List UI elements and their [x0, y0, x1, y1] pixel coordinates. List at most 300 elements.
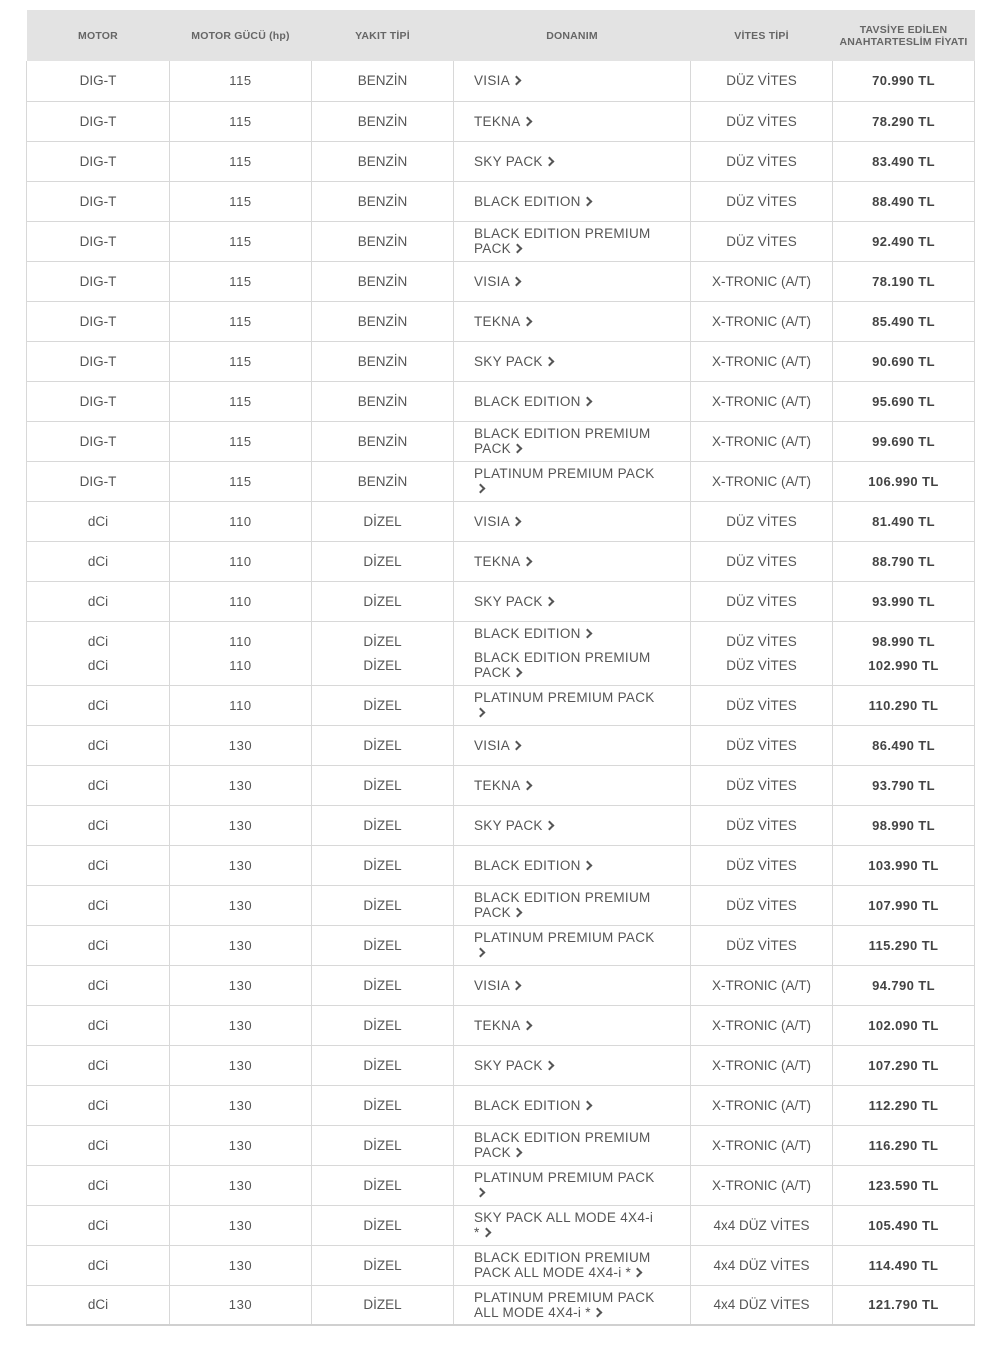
gearbox-value: X-TRONIC (A/T)	[712, 313, 811, 329]
trim-link[interactable]	[474, 1130, 651, 1160]
motor-value: dCi	[87, 593, 109, 609]
gearbox-value: X-TRONIC (A/T)	[712, 393, 811, 409]
gearbox-cell	[691, 421, 833, 461]
trim-link[interactable]	[474, 354, 556, 369]
chevron-right-icon[interactable]	[582, 1100, 592, 1110]
fuel-value: DİZEL	[363, 1217, 402, 1233]
power-value: 130	[228, 1297, 253, 1313]
chevron-right-icon[interactable]	[476, 484, 486, 494]
power-value: 115	[229, 153, 252, 169]
power-cell	[170, 685, 312, 725]
price-cell	[833, 725, 975, 765]
trim-link[interactable]	[474, 594, 556, 609]
gearbox-value: DÜZ VİTES	[726, 73, 797, 89]
motor-value: DIG-T	[79, 273, 117, 289]
price-value: 93.790 TL	[872, 777, 935, 793]
trim-cell	[454, 581, 691, 621]
chevron-right-icon[interactable]	[476, 1188, 486, 1198]
chevron-right-icon[interactable]	[582, 629, 592, 639]
power-value: 130	[228, 777, 253, 793]
power-cell	[170, 461, 312, 501]
fuel-value: BENZİN	[357, 73, 408, 89]
motor-value: dCi	[87, 1257, 109, 1273]
price-value: 116.290 TL	[868, 1137, 939, 1153]
motor-value: DIG-T	[79, 153, 117, 169]
price-cell	[833, 301, 975, 341]
gearbox-value: X-TRONIC (A/T)	[712, 273, 811, 289]
motor-cell	[27, 421, 170, 461]
power-value: 115	[229, 113, 252, 129]
price-value: 115.290 TL	[868, 937, 939, 953]
trim-label[interactable]: TEKNA	[474, 1017, 521, 1033]
table-row	[27, 885, 975, 925]
power-value: 130	[228, 937, 253, 953]
chevron-right-icon[interactable]	[522, 1020, 532, 1030]
trim-label[interactable]: PLATINUM PREMIUM PACK	[474, 930, 655, 945]
power-value: 130	[228, 1257, 253, 1273]
gearbox-cell	[691, 1205, 833, 1245]
power-value: 115	[229, 433, 252, 449]
trim-cell	[454, 685, 691, 725]
table-row	[27, 581, 975, 621]
chevron-right-icon[interactable]	[512, 740, 522, 750]
table-row	[27, 1285, 975, 1325]
table-row	[27, 541, 975, 581]
chevron-right-icon[interactable]	[513, 444, 523, 454]
motor-value: dCi	[87, 737, 109, 753]
trim-cell	[454, 541, 691, 581]
trim-cell	[454, 1205, 691, 1245]
motor-value: dCi	[87, 777, 109, 793]
fuel-cell	[312, 581, 454, 621]
price-cell	[833, 101, 975, 141]
trim-label[interactable]: BLACK EDITION	[474, 193, 581, 209]
header-row	[27, 10, 975, 61]
chevron-right-icon[interactable]	[592, 1307, 602, 1317]
trim-link[interactable]	[474, 1098, 594, 1113]
fuel-value: DİZEL	[363, 1017, 402, 1033]
price-cell	[833, 61, 975, 101]
gearbox-cell	[691, 141, 833, 181]
fuel-cell	[312, 621, 454, 685]
price-cell	[833, 461, 975, 501]
fuel-value: BENZİN	[357, 393, 408, 409]
power-cell	[170, 181, 312, 221]
table-row	[27, 181, 975, 221]
trim-label[interactable]: VISIA	[474, 737, 511, 753]
table-row	[27, 1045, 975, 1085]
motor-cell	[27, 965, 170, 1005]
trim-link[interactable]	[474, 554, 534, 569]
trim-label[interactable]: VISIA	[474, 73, 511, 89]
chevron-right-icon[interactable]	[522, 556, 532, 566]
trim-link[interactable]	[474, 1250, 651, 1280]
trim-cell	[454, 101, 691, 141]
trim-label[interactable]: SKY PACK	[474, 593, 543, 609]
price-value: 121.790 TL	[868, 1297, 939, 1313]
fuel-value: DİZEL	[363, 777, 402, 793]
price-value: 78.290 TL	[872, 113, 935, 129]
gearbox-cell	[691, 261, 833, 301]
fuel-cell	[312, 141, 454, 181]
fuel-value: BENZİN	[357, 473, 408, 489]
power-cell	[170, 421, 312, 461]
fuel-cell	[312, 685, 454, 725]
gearbox-cell	[691, 181, 833, 221]
table-row	[27, 1125, 975, 1165]
motor-cell	[27, 1005, 170, 1045]
trim-label[interactable]: VISIA	[474, 513, 511, 529]
fuel-cell	[312, 261, 454, 301]
motor-cell	[27, 381, 170, 421]
trim-label[interactable]: BLACK EDITION PREMIUM PACK	[474, 1130, 651, 1160]
chevron-right-icon[interactable]	[513, 244, 523, 254]
fuel-value: DİZEL	[363, 1057, 402, 1073]
gearbox-value: 4x4 DÜZ VİTES	[713, 1217, 810, 1233]
power-cell	[170, 621, 312, 685]
table-row	[27, 101, 975, 141]
gearbox-value: DÜZ VİTES	[726, 553, 797, 569]
trim-link[interactable]	[474, 194, 594, 209]
trim-link[interactable]	[474, 978, 523, 993]
fuel-value: DİZEL	[363, 657, 402, 673]
gearbox-value: DÜZ VİTES	[726, 817, 797, 833]
fuel-value: BENZİN	[357, 273, 408, 289]
power-value: 115	[229, 353, 252, 369]
motor-value: DIG-T	[79, 353, 117, 369]
motor-value: DIG-T	[79, 233, 117, 249]
trim-label[interactable]: SKY PACK	[474, 817, 543, 833]
chevron-right-icon[interactable]	[582, 396, 592, 406]
power-value: 130	[228, 1097, 253, 1113]
gearbox-value: X-TRONIC (A/T)	[712, 353, 811, 369]
gearbox-value: 4x4 DÜZ VİTES	[713, 1257, 810, 1273]
chevron-right-icon[interactable]	[544, 156, 554, 166]
gearbox-value: X-TRONIC (A/T)	[712, 1097, 811, 1113]
trim-link[interactable]	[474, 426, 651, 456]
trim-label[interactable]: BLACK EDITION	[474, 857, 581, 873]
trim-label[interactable]: SKY PACK	[474, 353, 543, 369]
trim-label[interactable]: SKY PACK	[474, 153, 543, 169]
motor-cell	[27, 581, 170, 621]
fuel-value: DİZEL	[363, 1177, 402, 1193]
chevron-right-icon[interactable]	[512, 980, 522, 990]
price-cell	[833, 1245, 975, 1285]
motor-value: dCi	[87, 1177, 109, 1193]
gearbox-value: DÜZ VİTES	[726, 113, 797, 129]
power-value: 130	[228, 977, 253, 993]
trim-label[interactable]: TEKNA	[474, 313, 521, 329]
fuel-cell	[312, 1245, 454, 1285]
chevron-right-icon[interactable]	[512, 276, 522, 286]
fuel-value: DİZEL	[363, 937, 402, 953]
trim-link[interactable]	[474, 394, 594, 409]
fuel-cell	[312, 381, 454, 421]
power-cell	[170, 341, 312, 381]
price-cell	[833, 1165, 975, 1205]
table-row	[27, 845, 975, 885]
chevron-right-icon[interactable]	[512, 516, 522, 526]
motor-value: dCi	[87, 513, 109, 529]
power-cell	[170, 1165, 312, 1205]
power-cell	[170, 1045, 312, 1085]
motor-cell	[27, 765, 170, 805]
chevron-right-icon[interactable]	[522, 780, 532, 790]
power-cell	[170, 885, 312, 925]
chevron-right-icon[interactable]	[522, 116, 532, 126]
power-value: 115	[229, 233, 252, 249]
price-value: 123.590 TL	[868, 1177, 939, 1193]
gearbox-value: X-TRONIC (A/T)	[712, 1017, 811, 1033]
chevron-right-icon[interactable]	[544, 356, 554, 366]
fuel-value: DİZEL	[363, 1257, 402, 1273]
trim-label[interactable]: BLACK EDITION PREMIUM PACK ALL MODE 4X4-i *	[474, 1250, 651, 1280]
fuel-cell	[312, 341, 454, 381]
price-cell	[833, 805, 975, 845]
fuel-cell	[312, 1285, 454, 1325]
motor-cell	[27, 1125, 170, 1165]
trim-label[interactable]: BLACK EDITION PREMIUM PACK	[474, 650, 651, 680]
gearbox-cell	[691, 1085, 833, 1125]
trim-link[interactable]	[474, 1210, 653, 1240]
fuel-cell	[312, 1125, 454, 1165]
trim-label[interactable]: SKY PACK ALL MODE 4X4-i *	[474, 1210, 654, 1240]
gearbox-value: DÜZ VİTES	[726, 697, 797, 713]
motor-cell	[27, 61, 170, 101]
price-value: 90.690 TL	[872, 353, 935, 369]
trim-cell	[454, 1005, 691, 1045]
fuel-cell	[312, 805, 454, 845]
motor-cell	[27, 501, 170, 541]
trim-label[interactable]: TEKNA	[474, 777, 521, 793]
chevron-right-icon[interactable]	[582, 860, 592, 870]
gearbox-cell	[691, 845, 833, 885]
power-value: 110	[229, 657, 252, 673]
motor-value: dCi	[87, 857, 109, 873]
price-value: 92.490 TL	[872, 233, 935, 249]
trim-label[interactable]: PLATINUM PREMIUM PACK	[474, 690, 655, 705]
trim-link[interactable]	[474, 1290, 655, 1320]
trim-label[interactable]: VISIA	[474, 977, 511, 993]
price-cell	[833, 1085, 975, 1125]
trim-link[interactable]	[474, 890, 651, 920]
trim-cell	[454, 1245, 691, 1285]
trim-label[interactable]: TEKNA	[474, 553, 521, 569]
trim-cell	[454, 1285, 691, 1325]
motor-cell	[27, 725, 170, 765]
gearbox-cell	[691, 965, 833, 1005]
power-cell	[170, 261, 312, 301]
trim-link[interactable]	[474, 466, 655, 496]
gearbox-cell	[691, 1285, 833, 1325]
trim-label[interactable]: SKY PACK	[474, 1057, 543, 1073]
trim-link[interactable]	[474, 930, 655, 960]
trim-label[interactable]: BLACK EDITION PREMIUM PACK	[474, 426, 651, 456]
price-value: 114.490 TL	[868, 1257, 939, 1273]
power-cell	[170, 1285, 312, 1325]
trim-cell	[454, 141, 691, 181]
trim-link[interactable]	[474, 1058, 556, 1073]
trim-label[interactable]: BLACK EDITION PREMIUM PACK	[474, 890, 651, 920]
motor-value: dCi	[87, 937, 109, 953]
fuel-value: DİZEL	[363, 633, 402, 649]
gearbox-value: X-TRONIC (A/T)	[712, 473, 811, 489]
price-value: 86.490 TL	[872, 737, 935, 753]
price-value: 102.090 TL	[868, 1017, 939, 1033]
chevron-right-icon[interactable]	[476, 708, 486, 718]
table-row	[27, 261, 975, 301]
trim-label[interactable]: PLATINUM PREMIUM PACK ALL MODE 4X4-i *	[474, 1289, 655, 1320]
gearbox-cell	[691, 1245, 833, 1285]
trim-cell	[454, 501, 691, 541]
fuel-value: DİZEL	[363, 737, 402, 753]
power-value: 130	[228, 737, 253, 753]
table-row	[27, 965, 975, 1005]
fuel-cell	[312, 461, 454, 501]
trim-cell	[454, 1045, 691, 1085]
motor-value: DIG-T	[79, 73, 117, 89]
price-cell	[833, 1045, 975, 1085]
fuel-cell	[312, 1045, 454, 1085]
chevron-right-icon[interactable]	[522, 316, 532, 326]
trim-label[interactable]: PLATINUM PREMIUM PACK	[474, 1170, 655, 1185]
motor-value: DIG-T	[79, 193, 117, 209]
price-value: 99.690 TL	[872, 433, 935, 449]
chevron-right-icon[interactable]	[544, 1060, 554, 1070]
fuel-value: BENZİN	[357, 153, 408, 169]
price-value: 103.990 TL	[868, 857, 939, 873]
motor-value: dCi	[87, 633, 109, 649]
power-cell	[170, 765, 312, 805]
fuel-value: BENZİN	[357, 193, 408, 209]
trim-link[interactable]	[474, 226, 651, 256]
trim-cell	[454, 925, 691, 965]
chevron-right-icon[interactable]	[476, 948, 486, 958]
trim-link[interactable]	[474, 1170, 655, 1200]
fuel-cell	[312, 1205, 454, 1245]
chevron-right-icon[interactable]	[512, 76, 522, 86]
trim-link[interactable]	[474, 274, 523, 289]
table-body	[27, 61, 975, 1325]
trim-cell	[454, 261, 691, 301]
trim-cell	[454, 301, 691, 341]
fuel-cell	[312, 1165, 454, 1205]
trim-link[interactable]	[474, 818, 556, 833]
trim-link[interactable]	[474, 650, 660, 680]
trim-cell	[454, 461, 691, 501]
motor-cell	[27, 221, 170, 261]
fuel-cell	[312, 845, 454, 885]
power-value: 110	[229, 553, 252, 569]
trim-label[interactable]: BLACK EDITION	[474, 626, 581, 641]
power-cell	[170, 1205, 312, 1245]
gearbox-value: DÜZ VİTES	[726, 233, 797, 249]
gearbox-cell	[691, 765, 833, 805]
table-row	[27, 1245, 975, 1285]
motor-value: DIG-T	[79, 433, 117, 449]
trim-label[interactable]: PLATINUM PREMIUM PACK	[474, 466, 655, 481]
trim-label[interactable]: BLACK EDITION	[474, 393, 581, 409]
trim-link[interactable]	[474, 626, 660, 641]
chevron-right-icon[interactable]	[544, 820, 554, 830]
trim-label[interactable]: VISIA	[474, 273, 511, 289]
price-cell	[833, 541, 975, 581]
price-value: 88.790 TL	[872, 553, 935, 569]
chevron-right-icon[interactable]	[582, 196, 592, 206]
trim-cell	[454, 181, 691, 221]
header-power: MOTOR GÜCÜ (hp)	[191, 29, 290, 42]
trim-link[interactable]	[474, 778, 534, 793]
trim-label[interactable]: TEKNA	[474, 113, 521, 129]
chevron-right-icon[interactable]	[513, 1148, 523, 1158]
motor-value: dCi	[87, 553, 109, 569]
price-cell	[833, 1125, 975, 1165]
trim-link[interactable]	[474, 858, 594, 873]
gearbox-cell	[691, 461, 833, 501]
price-table	[26, 10, 975, 1326]
gearbox-cell	[691, 61, 833, 101]
fuel-value: DİZEL	[363, 857, 402, 873]
trim-link[interactable]	[474, 514, 523, 529]
trim-link[interactable]	[474, 690, 655, 720]
price-value: 94.790 TL	[872, 977, 935, 993]
power-cell	[170, 61, 312, 101]
power-value: 130	[228, 857, 253, 873]
header-fuel: YAKIT TİPİ	[355, 29, 410, 42]
trim-label[interactable]: BLACK EDITION PREMIUM PACK	[474, 226, 651, 256]
gearbox-cell	[691, 341, 833, 381]
motor-cell	[27, 101, 170, 141]
price-cell	[833, 501, 975, 541]
power-value: 115	[229, 193, 252, 209]
header-gearbox: VİTES TİPİ	[734, 29, 789, 42]
trim-label[interactable]: BLACK EDITION	[474, 1097, 581, 1113]
price-value: 70.990 TL	[872, 73, 935, 89]
price-value: 105.490 TL	[868, 1217, 939, 1233]
trim-link[interactable]	[474, 154, 556, 169]
trim-link[interactable]	[474, 114, 534, 129]
fuel-value: DİZEL	[363, 1137, 402, 1153]
table-row	[27, 301, 975, 341]
trim-link[interactable]	[474, 1018, 534, 1033]
chevron-right-icon[interactable]	[513, 668, 523, 678]
table-row	[27, 765, 975, 805]
power-cell	[170, 805, 312, 845]
power-cell	[170, 501, 312, 541]
motor-cell	[27, 181, 170, 221]
motor-value: dCi	[87, 897, 109, 913]
gearbox-cell	[691, 725, 833, 765]
fuel-value: DİZEL	[363, 593, 402, 609]
motor-value: DIG-T	[79, 113, 117, 129]
chevron-right-icon[interactable]	[544, 596, 554, 606]
chevron-right-icon[interactable]	[513, 908, 523, 918]
trim-cell	[454, 725, 691, 765]
trim-link[interactable]	[474, 73, 523, 88]
table-row	[27, 421, 975, 461]
motor-value: dCi	[87, 1097, 109, 1113]
power-cell	[170, 925, 312, 965]
fuel-value: DİZEL	[363, 553, 402, 569]
chevron-right-icon[interactable]	[481, 1228, 491, 1238]
motor-cell	[27, 1045, 170, 1085]
trim-link[interactable]	[474, 314, 534, 329]
trim-link[interactable]	[474, 738, 523, 753]
chevron-right-icon[interactable]	[633, 1268, 643, 1278]
table-row	[27, 621, 975, 685]
price-value: 88.490 TL	[872, 193, 935, 209]
gearbox-cell	[691, 805, 833, 845]
